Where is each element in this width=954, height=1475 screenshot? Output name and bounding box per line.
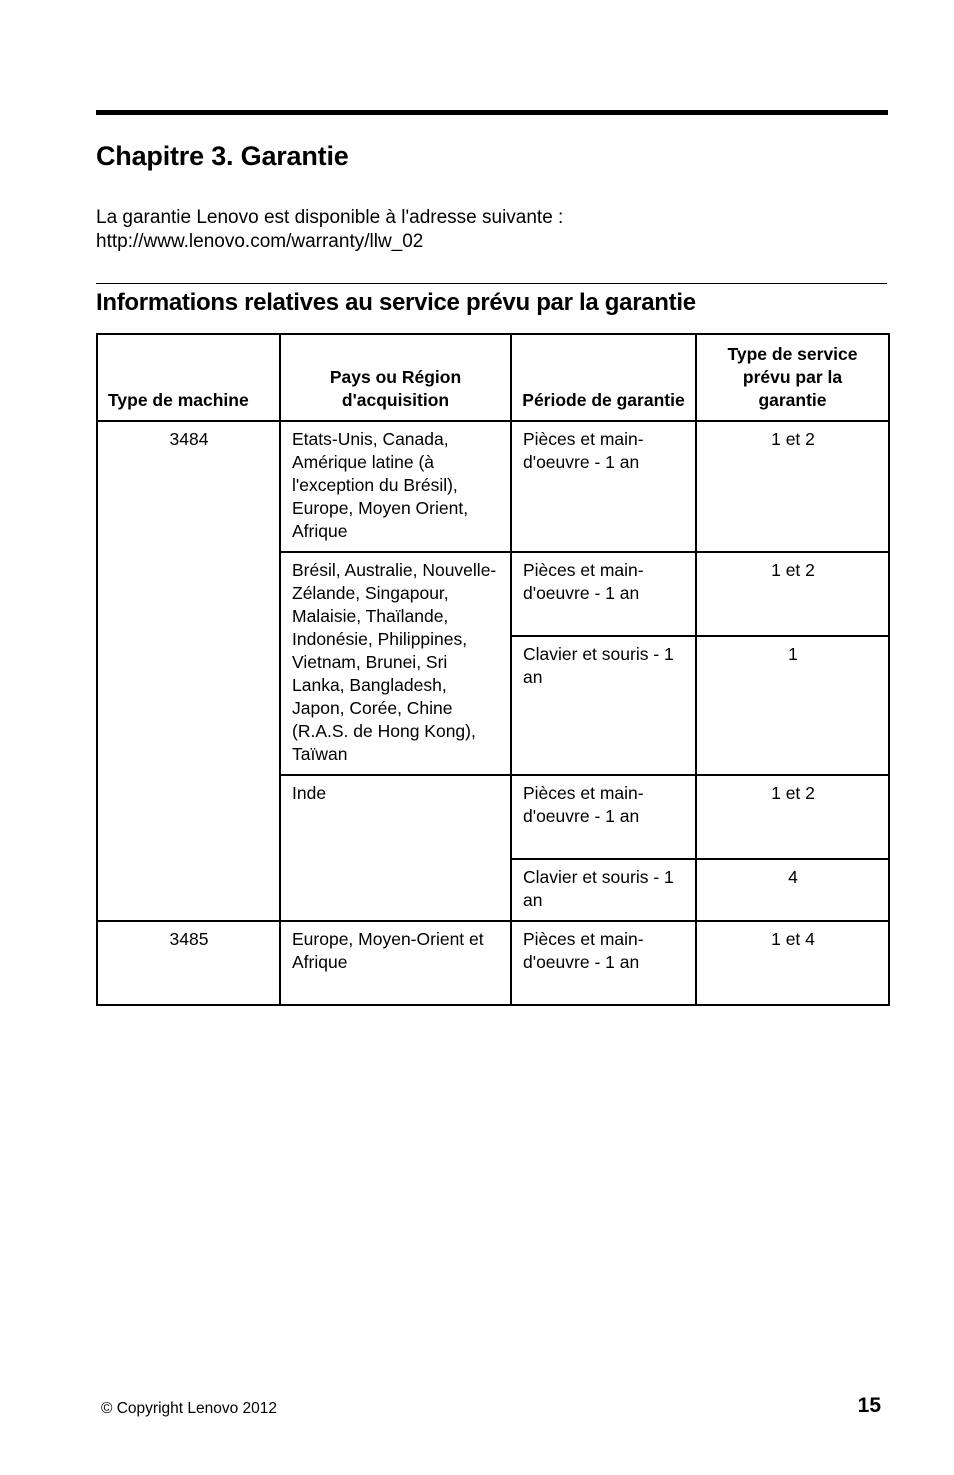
- chapter-top-rule: [96, 110, 888, 115]
- cell-period: Clavier et souris - 1 an: [511, 636, 696, 775]
- cell-machine-type: 3484: [97, 421, 280, 921]
- cell-country: Inde: [280, 775, 511, 921]
- intro-paragraph: [96, 206, 563, 254]
- warranty-table: [96, 333, 890, 1006]
- footer-copyright: © Copyright Lenovo 2012: [101, 1400, 278, 1417]
- page-number: 15: [857, 1394, 881, 1417]
- intro-text: La garantie Lenovo est disponible à l'adresse suivante :: [96, 207, 564, 228]
- cell-service: 1 et 2: [696, 775, 889, 859]
- table-row: [97, 921, 889, 1005]
- cell-country: Etats-Unis, Canada, Amérique latine (à l'exception du Brésil), Europe, Moyen Orient, Afrique: [280, 421, 511, 552]
- cell-period: Pièces et main-d'oeuvre - 1 an: [511, 421, 696, 552]
- header-machine-type: Type de machine: [97, 334, 280, 421]
- section-title: Informations relatives au service prévu par la garantie: [96, 289, 696, 316]
- header-period: Période de garantie: [511, 334, 696, 421]
- cell-country: Brésil, Australie, Nouvelle-Zélande, Singapour, Malaisie, Thaïlande, Indonésie, Philippines, Vietnam, Brunei, Sri Lanka, Bangladesh, Japon, Corée, Chine (R.A.S. de Hong Kong), Taïwan: [280, 552, 511, 775]
- cell-period: Clavier et souris - 1 an: [511, 859, 696, 921]
- header-country: Pays ou Région d'acquisition: [280, 334, 511, 421]
- section-rule: [96, 283, 887, 284]
- cell-service: 1 et 2: [696, 552, 889, 636]
- table-row: [97, 421, 889, 552]
- cell-service: 1: [696, 636, 889, 775]
- cell-service: 1 et 4: [696, 921, 889, 1005]
- cell-machine-type: 3485: [97, 921, 280, 1005]
- cell-period: Pièces et main-d'oeuvre - 1 an: [511, 921, 696, 1005]
- warranty-url: http://www.lenovo.com/warranty/llw_02: [96, 231, 424, 252]
- cell-service: 4: [696, 859, 889, 921]
- table-header-row: [97, 334, 889, 421]
- chapter-title: Chapitre 3. Garantie: [96, 141, 349, 171]
- cell-period: Pièces et main-d'oeuvre - 1 an: [511, 775, 696, 859]
- header-service: Type de service prévu par la garantie: [696, 334, 889, 421]
- cell-period: Pièces et main-d'oeuvre - 1 an: [511, 552, 696, 636]
- cell-service: 1 et 2: [696, 421, 889, 552]
- cell-country: Europe, Moyen-Orient et Afrique: [280, 921, 511, 1005]
